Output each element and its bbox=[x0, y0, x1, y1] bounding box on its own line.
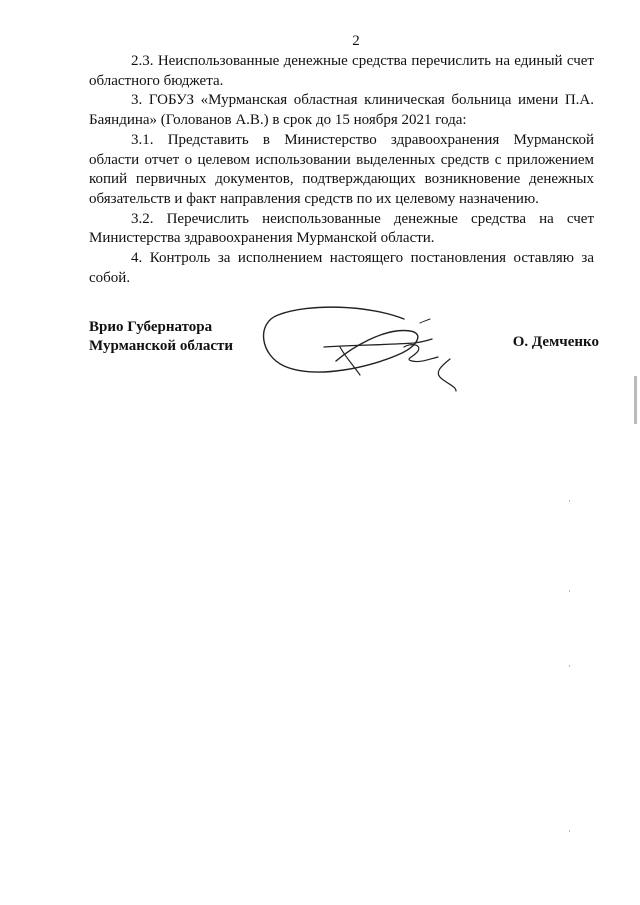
scan-edge-dot bbox=[569, 830, 570, 832]
paragraph-3-2: 3.2. Перечислить неиспользованные денежные средства на счет Министерства здравоохранения Мурманской области. bbox=[89, 210, 594, 247]
paragraph-4: 4. Контроль за исполнением настоящего постановления оставляю за собой. bbox=[89, 250, 594, 286]
scan-edge-dot bbox=[569, 590, 570, 592]
paragraph-2-3: 2.3. Неиспользованные денежные средства перечислить на единый счет областного бюджета. bbox=[89, 53, 594, 89]
scan-edge-dot bbox=[569, 500, 570, 502]
document-body bbox=[89, 52, 594, 288]
signer-name: О. Демченко bbox=[512, 334, 599, 350]
signer-title bbox=[89, 318, 233, 356]
handwritten-signature bbox=[254, 303, 474, 403]
signer-title-line-2: Мурманской области bbox=[89, 338, 234, 354]
page-number: 2 bbox=[352, 33, 360, 49]
signer-title-line-1: Врио Губернатора bbox=[89, 319, 213, 335]
paragraph-3: 3. ГОБУЗ «Мурманская областная клиническая больница имени П.А. Баяндина» (Голованов А.В.) в срок до 15 ноября 2021 года: bbox=[89, 92, 594, 129]
scan-edge-mark bbox=[634, 376, 637, 424]
paragraph-3-1: 3.1. Представить в Министерство здравоохранения Мурманской области отчет о целевом использовании выделенных средств с приложением копий первичных документов, подтверждающих возникновение денежных обязательств и факт направления средств по их целевому назначению. bbox=[89, 131, 594, 207]
scan-edge-dot bbox=[569, 665, 570, 667]
